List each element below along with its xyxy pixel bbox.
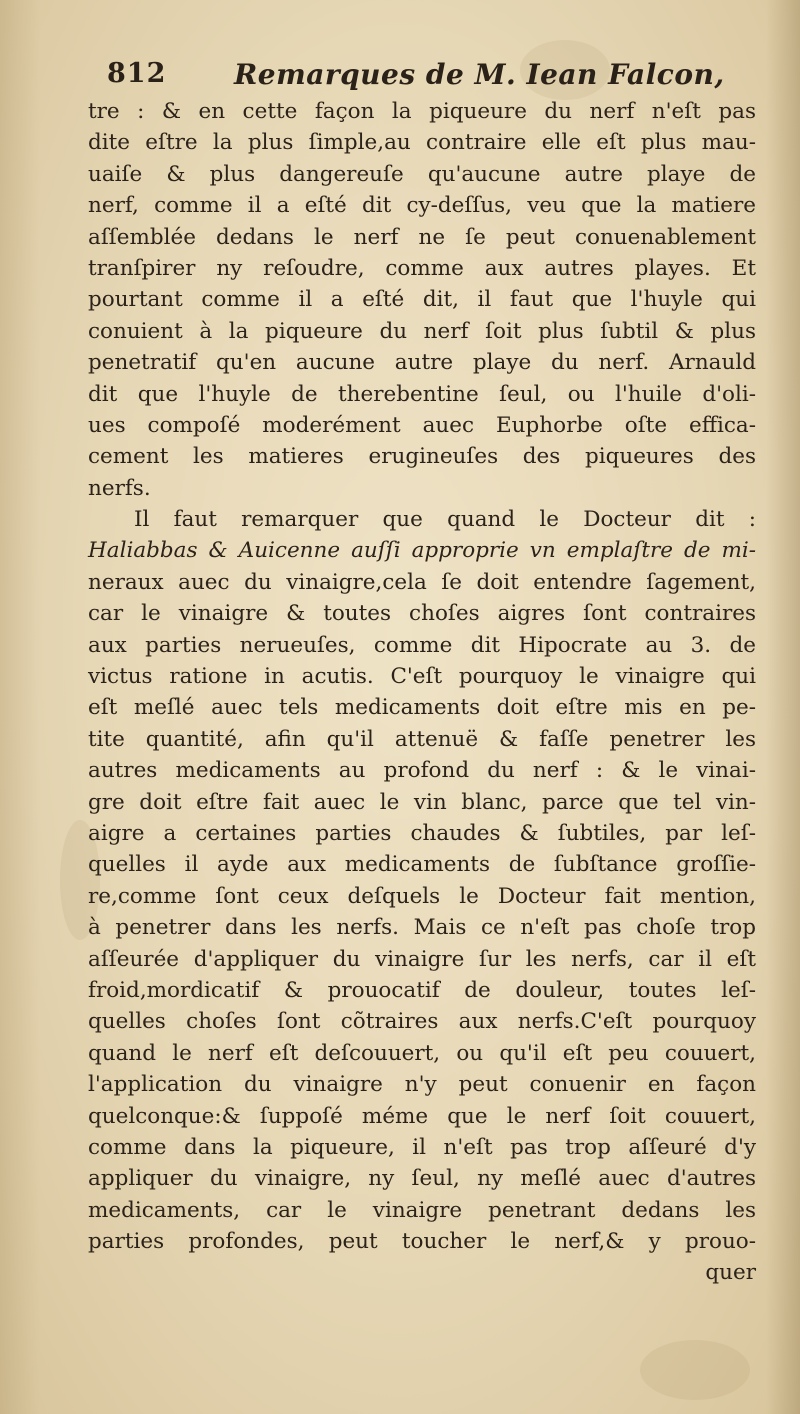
text-line: quelconque:& ſuppoſé méme que le nerf ſoit couuert, [88,1103,756,1129]
text-line: aigre a certaines parties chaudes & ſubtiles, par leſ- [88,820,756,846]
text-line: appliquer du vinaigre, ny ſeul, ny meſlé auec d'autres [88,1166,756,1192]
text-line: gre doit eſtre fait auec le vin blanc, parce que tel vin- [88,789,756,815]
text-line: aſſeurée d'appliquer du vinaigre ſur les nerfs, car il eſt [88,946,756,972]
text-line: aux parties nerueuſes, comme dit Hipocrate au 3. de [88,632,756,658]
text-line: Haliabbas & Auicenne auſſi approprie vn emplaſtre de mi- [88,538,756,564]
text-line: dit que l'huyle de therebentine ſeul, ou l'huile d'oli- [88,381,756,407]
text-line: victus ratione in acutis. C'eſt pourquoy le vinaigre qui [88,664,756,690]
text-line: car le vinaigre & toutes choſes aigres ſont contraires [88,601,756,627]
text-line: ues compoſé moderément auec Euphorbe oſte effica- [88,412,756,438]
text-line: l'application du vinaigre n'y peut conuenir en façon [88,1072,756,1098]
text-line: eſt meſlé auec tels medicaments doit eſtre mis en pe- [88,695,756,721]
page-number: 812 [107,58,167,89]
text-line: aſſemblée dedans le nerf ne ſe peut conuenablement [88,224,756,250]
text-line: nerfs. [88,475,151,501]
text-line: froid,mordicatif & prouocatif de douleur, toutes leſ- [88,977,756,1003]
text-line: cement les matieres erugineuſes des piqueures des [88,444,756,470]
text-line: comme dans la piqueure, il n'eſt pas trop aſſeuré d'y [88,1134,756,1160]
text-line: tite quantité, afin qu'il attenuë & faſſe penetrer les [88,726,756,752]
text-line: uaiſe & plus dangereuſe qu'aucune autre playe de [88,161,756,187]
text-line: parties profondes, peut toucher le nerf,& y prouo- [88,1229,756,1255]
text-line: autres medicaments au profond du nerf : & le vinai- [88,758,756,784]
catchword: quer [705,1260,756,1286]
paragraph-start-line: Il faut remarquer que quand le Docteur dit : [134,507,756,533]
text-line: quand le nerf eſt deſcouuert, ou qu'il eſt peu couuert, [88,1040,756,1066]
text-line: tranſpirer ny reſoudre, comme aux autres playes. Et [88,255,756,281]
text-line: tre : & en cette façon la piqueure du nerf n'eſt pas [88,99,756,124]
text-line: conuient à la piqueure du nerf ſoit plus ſubtil & plus [88,318,756,344]
text-line: pourtant comme il a eſté dit, il faut que l'huyle qui [88,287,756,313]
text-line: à penetrer dans les nerfs. Mais ce n'eſt pas choſe trop [88,915,756,941]
page-header [107,58,725,98]
text-line: dite eſtre la plus ſimple,au contraire elle eſt plus mau- [88,130,756,156]
text-line: quelles choſes ſont cõtraires aux nerfs.C'eſt pourquoy [88,1009,756,1035]
text-line: re,comme ſont ceux deſquels le Docteur fait mention, [88,883,756,909]
body-text [88,96,756,1289]
text-line: neraux auec du vinaigre,cela ſe doit entendre ſagement, [88,569,756,595]
running-title: Remarques de M. Iean Falcon, [234,58,725,91]
text-line: nerf, comme il a eſté dit cy-deſſus, veu que la matiere [88,193,756,219]
text-line: medicaments, car le vinaigre penetrant dedans les [88,1197,756,1223]
text-line: penetratif qu'en aucune autre playe du nerf. Arnauld [88,350,756,376]
text-line: quelles il ayde aux medicaments de ſubſtance groſſie- [88,852,756,878]
